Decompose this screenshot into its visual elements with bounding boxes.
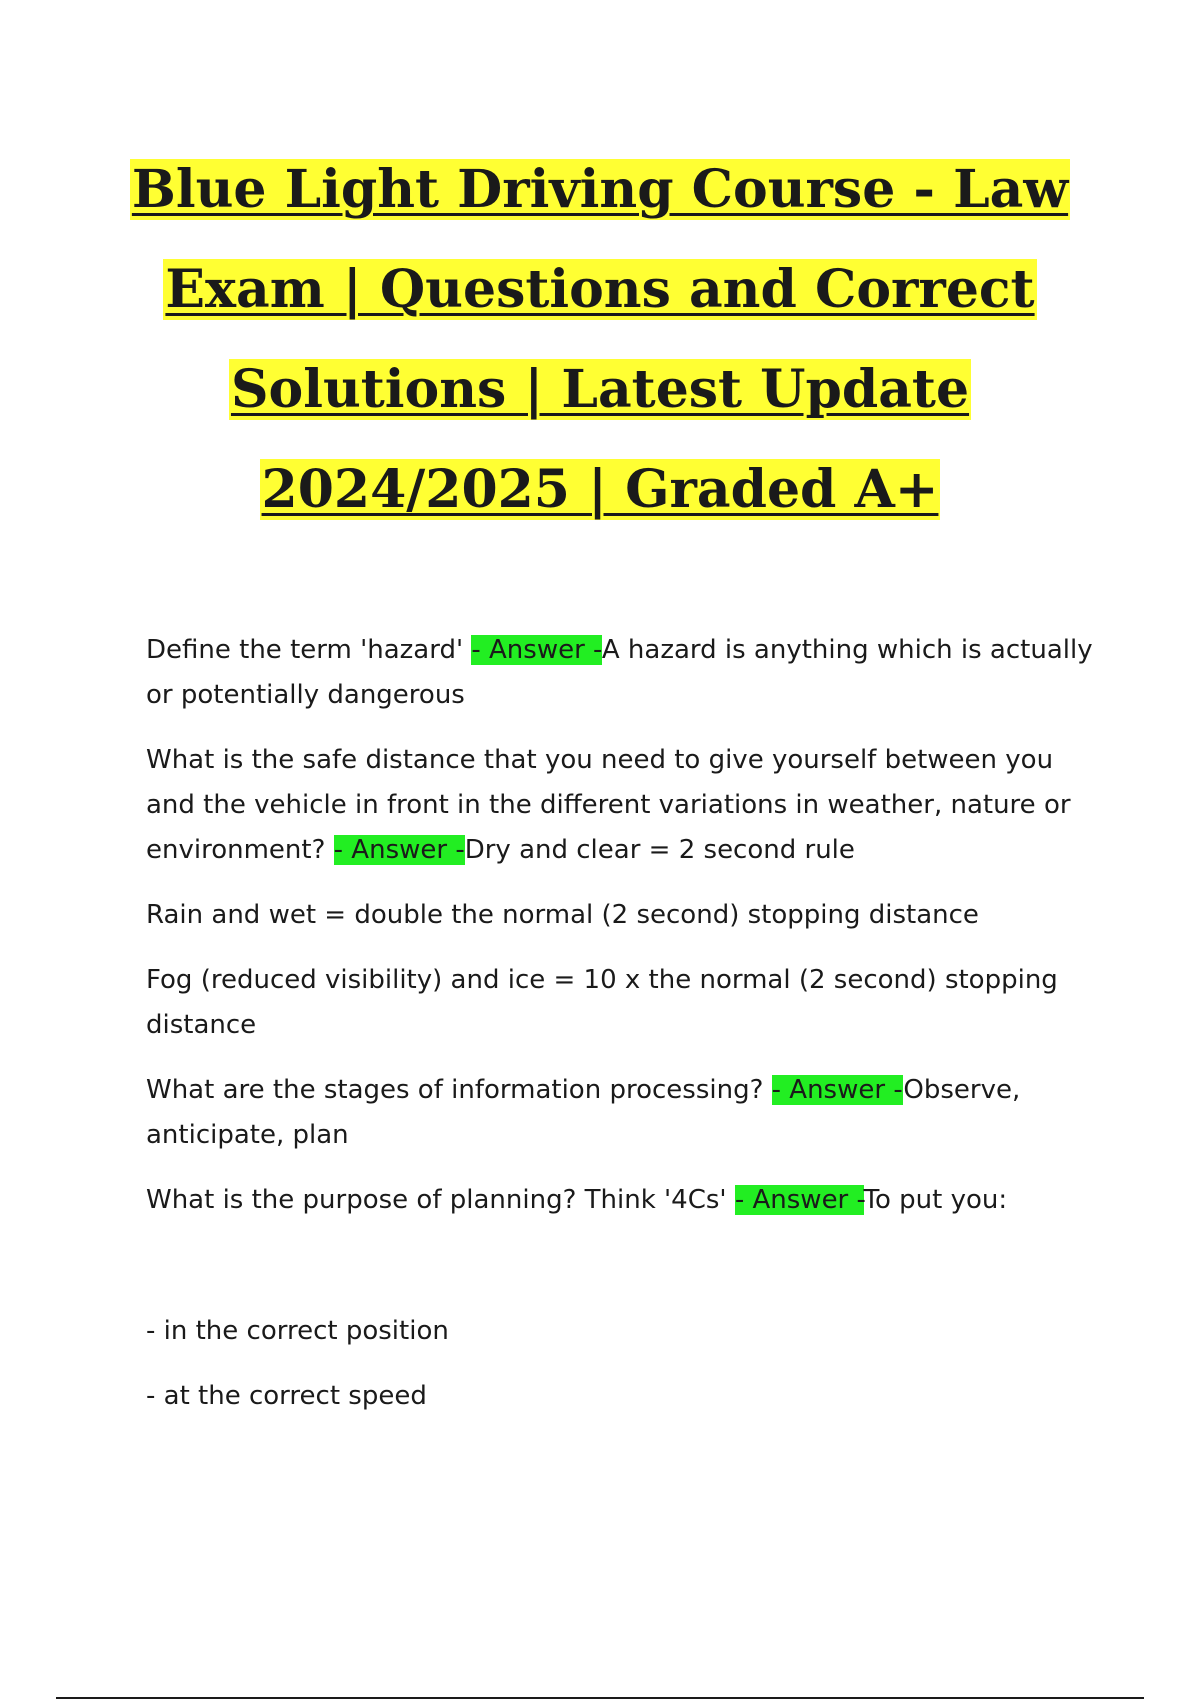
question-text: Define the term 'hazard' xyxy=(146,635,472,665)
question-text: What are the stages of information processing? xyxy=(146,1075,772,1105)
document-title xyxy=(100,140,1100,540)
answer-text: Observe, anticipate, plan xyxy=(146,1075,1021,1150)
title-line: Solutions | Latest Update xyxy=(230,359,970,420)
qa-item xyxy=(146,628,1106,718)
answer-continuation: Fog (reduced visibility) and ice = 10 x the normal (2 second) stopping distance xyxy=(146,965,1058,1040)
qa-item xyxy=(146,1068,1106,1158)
document-body xyxy=(146,628,1106,1439)
qa-item xyxy=(146,1178,1106,1223)
answer-text: Dry and clear = 2 second rule xyxy=(464,835,855,865)
page-bottom-rule xyxy=(56,1697,1144,1699)
answer-continuation: - at the correct speed xyxy=(146,1381,427,1411)
title-line: Blue Light Driving Course - Law xyxy=(131,159,1069,220)
question-text: What is the purpose of planning? Think '4Cs' xyxy=(146,1185,735,1215)
question-text: What is the safe distance that you need to give yourself between you and the vehicle in front in the different variations in weather, nature or environment? xyxy=(146,745,1071,865)
title-line: 2024/2025 | Graded A+ xyxy=(261,459,939,520)
answer-marker: - Answer - xyxy=(734,1185,864,1215)
title-line: Exam | Questions and Correct xyxy=(165,259,1035,320)
answer-text: A hazard is anything which is actually or potentially dangerous xyxy=(146,635,1093,710)
answer-marker: - Answer - xyxy=(471,635,602,665)
answer-continuation: Rain and wet = double the normal (2 second) stopping distance xyxy=(146,900,979,930)
answer-marker: - Answer - xyxy=(333,835,465,865)
answer-continuation: - in the correct position xyxy=(146,1316,449,1346)
qa-item xyxy=(146,738,1106,873)
answer-text: To put you: xyxy=(863,1185,1008,1215)
answer-marker: - Answer - xyxy=(771,1075,904,1105)
